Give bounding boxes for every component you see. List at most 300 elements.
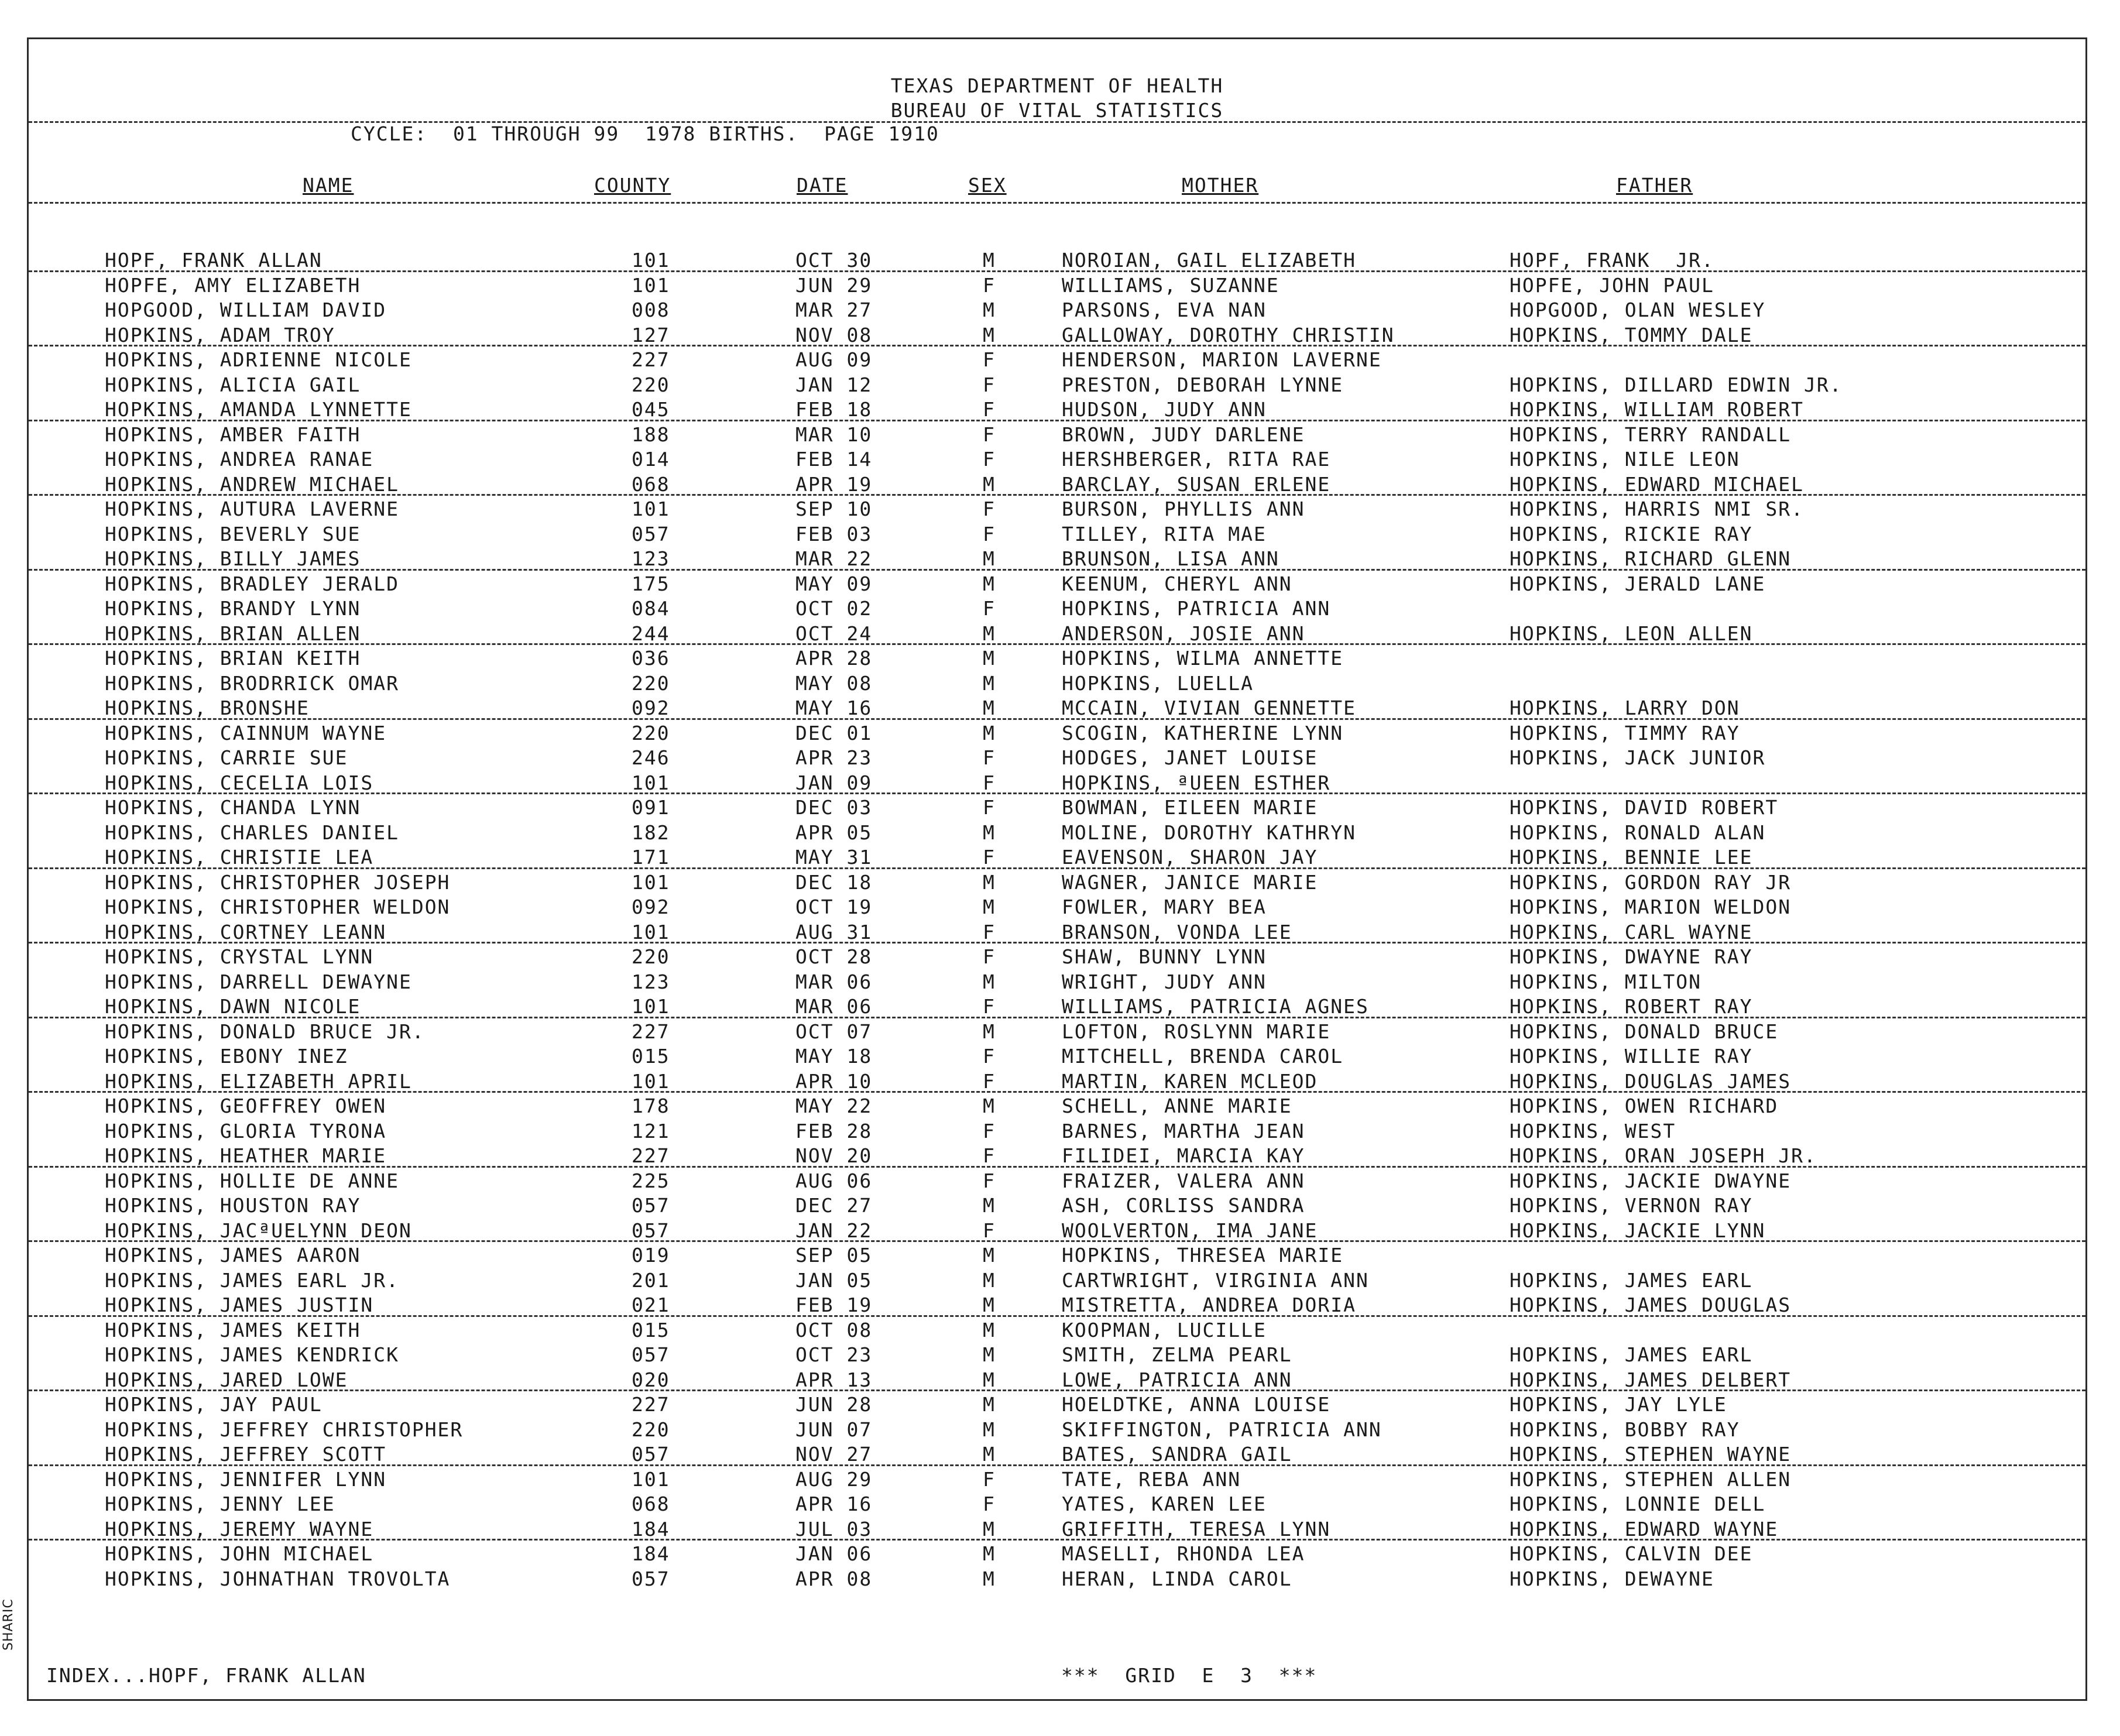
- cell-father: HOPKINS, DWAYNE RAY: [1510, 945, 1753, 968]
- cell-sex: M: [983, 472, 996, 496]
- cell-sex: F: [983, 796, 996, 819]
- cell-date: APR 08: [795, 1567, 873, 1590]
- cell-mother: TILLEY, RITA MAE: [1062, 522, 1267, 545]
- table-row: [29, 645, 2085, 670]
- cell-sex: M: [983, 1343, 996, 1366]
- cell-mother: MITCHELL, BRENDA CAROL: [1062, 1045, 1344, 1068]
- cell-sex: M: [983, 299, 996, 321]
- cell-date: MAY 09: [795, 572, 873, 595]
- cell-mother: EAVENSON, SHARON JAY: [1062, 846, 1318, 869]
- cell-sex: M: [983, 721, 996, 745]
- cell-name: HOPKINS, GLORIA TYRONA: [105, 1119, 387, 1143]
- cell-date: DEC 18: [795, 870, 873, 894]
- cell-date: APR 23: [795, 746, 873, 769]
- cell-mother: HOPKINS, WILMA ANNETTE: [1062, 647, 1344, 670]
- cell-date: MAY 18: [795, 1045, 873, 1068]
- table-row: [29, 969, 2085, 994]
- cell-father: HOPKINS, DOUGLAS JAMES: [1510, 1069, 1792, 1093]
- cell-date: JUN 29: [795, 273, 873, 297]
- cell-date: DEC 01: [795, 721, 873, 745]
- cell-county: 092: [632, 697, 670, 719]
- cell-sex: F: [983, 945, 996, 968]
- cell-mother: WAGNER, JANICE MARIE: [1062, 870, 1318, 894]
- cell-sex: M: [983, 896, 996, 918]
- cell-county: 057: [632, 1194, 670, 1217]
- table-row: [29, 272, 2085, 297]
- cell-sex: M: [983, 1567, 996, 1590]
- cell-father: HOPKINS, WEST: [1510, 1119, 1676, 1143]
- cell-name: HOPKINS, CHARLES DANIEL: [105, 821, 399, 844]
- cell-county: 178: [632, 1095, 670, 1117]
- cell-sex: F: [983, 1045, 996, 1068]
- table-row: [29, 1143, 2085, 1168]
- table-row: [29, 944, 2085, 969]
- cell-date: OCT 02: [795, 597, 873, 620]
- cell-date: JAN 05: [795, 1268, 873, 1292]
- cell-mother: TATE, REBA ANN: [1062, 1467, 1241, 1491]
- cell-father: HOPKINS, EDWARD WAYNE: [1510, 1517, 1779, 1541]
- cell-county: 227: [632, 1020, 670, 1043]
- table-row: [29, 1242, 2085, 1267]
- table-row: [29, 745, 2085, 770]
- cell-date: JAN 09: [795, 771, 873, 794]
- cell-name: HOPKINS, JAMES JUSTIN: [105, 1294, 374, 1316]
- cell-date: MAY 16: [795, 697, 873, 719]
- table-row: [29, 1541, 2085, 1566]
- cell-mother: HOPKINS, ªUEEN ESTHER: [1062, 771, 1331, 794]
- cell-sex: F: [983, 920, 996, 944]
- cell-name: HOPKINS, GEOFFREY OWEN: [105, 1095, 387, 1117]
- table-row: [29, 794, 2085, 819]
- cell-county: 014: [632, 448, 670, 471]
- cell-county: 184: [632, 1542, 670, 1565]
- table-row: [29, 471, 2085, 496]
- cell-sex: F: [983, 771, 996, 794]
- table-row: [29, 844, 2085, 869]
- table-row: [29, 620, 2085, 646]
- cell-father: HOPKINS, JAMES DOUGLAS: [1510, 1294, 1792, 1316]
- table-row: [29, 869, 2085, 894]
- cell-name: HOPKINS, AMANDA LYNNETTE: [105, 398, 412, 421]
- cell-mother: FRAIZER, VALERA ANN: [1062, 1169, 1305, 1192]
- cell-name: HOPKINS, ANDREW MICHAEL: [105, 472, 399, 496]
- cell-father: HOPKINS, MARION WELDON: [1510, 896, 1792, 918]
- table-row: [29, 1466, 2085, 1491]
- cell-sex: M: [983, 249, 996, 272]
- cell-name: HOPKINS, EBONY INEZ: [105, 1045, 348, 1068]
- cell-county: 057: [632, 1343, 670, 1366]
- cell-name: HOPKINS, BILLY JAMES: [105, 547, 361, 570]
- cell-mother: HOPKINS, PATRICIA ANN: [1062, 597, 1331, 620]
- cell-mother: BRUNSON, LISA ANN: [1062, 547, 1279, 570]
- cell-father: HOPKINS, STEPHEN ALLEN: [1510, 1467, 1792, 1491]
- cell-name: HOPKINS, JAMES EARL JR.: [105, 1268, 399, 1292]
- cell-date: MAR 10: [795, 423, 873, 446]
- cell-father: HOPKINS, RICHARD GLENN: [1510, 547, 1792, 570]
- cell-mother: HOPKINS, LUELLA: [1062, 671, 1254, 695]
- cell-date: NOV 27: [795, 1443, 873, 1466]
- table-row: [29, 1317, 2085, 1342]
- bureau-title: BUREAU OF VITAL STATISTICS: [890, 99, 1224, 122]
- cell-mother: WILLIAMS, PATRICIA AGNES: [1062, 995, 1369, 1018]
- cell-mother: WRIGHT, JUDY ANN: [1062, 970, 1267, 993]
- header-divider: [29, 121, 2085, 123]
- cell-name: HOPKINS, CAINNUM WAYNE: [105, 721, 387, 745]
- cell-name: HOPKINS, HOUSTON RAY: [105, 1194, 361, 1217]
- cell-mother: MASELLI, RHONDA LEA: [1062, 1542, 1305, 1565]
- cell-date: JAN 22: [795, 1219, 873, 1242]
- table-row: [29, 1192, 2085, 1217]
- cell-mother: ASH, CORLISS SANDRA: [1062, 1194, 1305, 1217]
- cell-date: APR 16: [795, 1493, 873, 1515]
- table-row: [29, 521, 2085, 546]
- table-row: [29, 1118, 2085, 1143]
- cell-father: HOPKINS, VERNON RAY: [1510, 1194, 1753, 1217]
- cell-father: HOPKINS, MILTON: [1510, 970, 1702, 993]
- cell-name: HOPKINS, HOLLIE DE ANNE: [105, 1169, 399, 1192]
- cell-name: HOPKINS, CHRISTOPHER JOSEPH: [105, 870, 451, 894]
- cell-date: AUG 29: [795, 1467, 873, 1491]
- cell-date: DEC 03: [795, 796, 873, 819]
- cell-sex: F: [983, 448, 996, 471]
- cell-sex: M: [983, 1095, 996, 1117]
- cell-father: HOPGOOD, OLAN WESLEY: [1510, 299, 1766, 321]
- cell-father: HOPKINS, EDWARD MICHAEL: [1510, 472, 1804, 496]
- cell-father: HOPKINS, LONNIE DELL: [1510, 1493, 1766, 1515]
- cell-sex: M: [983, 1393, 996, 1416]
- cell-sex: F: [983, 1493, 996, 1515]
- cell-county: 220: [632, 721, 670, 745]
- cell-father: HOPKINS, BOBBY RAY: [1510, 1418, 1740, 1441]
- cell-name: HOPKINS, CHANDA LYNN: [105, 796, 361, 819]
- cell-father: HOPKINS, RICKIE RAY: [1510, 522, 1753, 545]
- agency-title: TEXAS DEPARTMENT OF HEALTH: [890, 74, 1224, 97]
- table-row: [29, 770, 2085, 795]
- cell-mother: GRIFFITH, TERESA LYNN: [1062, 1517, 1331, 1541]
- table-row: [29, 1043, 2085, 1068]
- cell-county: 020: [632, 1368, 670, 1391]
- cell-county: 227: [632, 348, 670, 371]
- cell-mother: KOOPMAN, LUCILLE: [1062, 1318, 1267, 1342]
- cell-county: 092: [632, 896, 670, 918]
- cell-name: HOPKINS, CHRISTIE LEA: [105, 846, 374, 869]
- table-row: [29, 1168, 2085, 1193]
- cell-name: HOPKINS, JAMES AARON: [105, 1244, 361, 1267]
- cell-mother: SHAW, BUNNY LYNN: [1062, 945, 1267, 968]
- table-row: [29, 571, 2085, 596]
- cell-name: HOPKINS, BRIAN KEITH: [105, 647, 361, 670]
- cell-mother: BRANSON, VONDA LEE: [1062, 920, 1292, 944]
- cell-name: HOPKINS, ADRIENNE NICOLE: [105, 348, 412, 371]
- cell-county: 188: [632, 423, 670, 446]
- cell-county: 201: [632, 1268, 670, 1292]
- table-row: [29, 1566, 2085, 1591]
- column-header-divider: [29, 202, 2085, 204]
- cell-county: 021: [632, 1294, 670, 1316]
- cell-county: 101: [632, 870, 670, 894]
- cell-name: HOPKINS, HEATHER MARIE: [105, 1144, 387, 1167]
- cell-mother: LOWE, PATRICIA ANN: [1062, 1368, 1292, 1391]
- cell-sex: F: [983, 1144, 996, 1167]
- cell-county: 227: [632, 1393, 670, 1416]
- cell-date: MAR 06: [795, 970, 873, 993]
- cell-father: HOPKINS, WILLIAM ROBERT: [1510, 398, 1804, 421]
- cell-sex: F: [983, 1467, 996, 1491]
- cell-mother: HERAN, LINDA CAROL: [1062, 1567, 1292, 1590]
- cell-mother: KEENUM, CHERYL ANN: [1062, 572, 1292, 595]
- cell-name: HOPGOOD, WILLIAM DAVID: [105, 299, 387, 321]
- cell-name: HOPKINS, BRODRRICK OMAR: [105, 671, 399, 695]
- cell-name: HOPKINS, JENNIFER LYNN: [105, 1467, 387, 1491]
- cell-name: HOPF, FRANK ALLAN: [105, 249, 323, 272]
- cell-name: HOPKINS, JAY PAUL: [105, 1393, 323, 1416]
- cell-name: HOPKINS, BRADLEY JERALD: [105, 572, 399, 595]
- cell-sex: M: [983, 1517, 996, 1541]
- cell-mother: PRESTON, DEBORAH LYNNE: [1062, 373, 1344, 396]
- cell-mother: HOPKINS, THRESEA MARIE: [1062, 1244, 1344, 1267]
- table-row: [29, 346, 2085, 372]
- table-row: [29, 297, 2085, 322]
- table-row: [29, 1491, 2085, 1516]
- cell-date: OCT 08: [795, 1318, 873, 1342]
- table-row: [29, 496, 2085, 521]
- cell-county: 123: [632, 547, 670, 570]
- cell-sex: F: [983, 348, 996, 371]
- cell-date: SEP 05: [795, 1244, 873, 1267]
- cell-mother: HODGES, JANET LOUISE: [1062, 746, 1318, 769]
- cell-mother: HENDERSON, MARION LAVERNE: [1062, 348, 1382, 371]
- cycle-line: CYCLE: 01 THROUGH 99 1978 BIRTHS. PAGE 1910: [351, 122, 939, 145]
- cell-date: APR 13: [795, 1368, 873, 1391]
- cell-county: 101: [632, 498, 670, 520]
- table-row: [29, 720, 2085, 745]
- cell-mother: BARCLAY, SUSAN ERLENE: [1062, 472, 1331, 496]
- cell-sex: M: [983, 1244, 996, 1267]
- cell-mother: BOWMAN, EILEEN MARIE: [1062, 796, 1318, 819]
- cell-father: HOPKINS, JACKIE LYNN: [1510, 1219, 1766, 1242]
- cell-date: APR 28: [795, 647, 873, 670]
- cell-name: HOPKINS, JAMES KEITH: [105, 1318, 361, 1342]
- cell-sex: M: [983, 1268, 996, 1292]
- table-row: [29, 1068, 2085, 1093]
- cell-county: 091: [632, 796, 670, 819]
- table-row: [29, 396, 2085, 421]
- cell-sex: F: [983, 1169, 996, 1192]
- cell-name: HOPKINS, JACªUELYNN DEON: [105, 1219, 412, 1242]
- cell-name: HOPKINS, ANDREA RANAE: [105, 448, 374, 471]
- table-row: [29, 247, 2085, 272]
- cell-father: HOPFE, JOHN PAUL: [1510, 273, 1714, 297]
- cell-name: HOPKINS, DAWN NICOLE: [105, 995, 361, 1018]
- table-row: [29, 1267, 2085, 1292]
- cell-county: 019: [632, 1244, 670, 1267]
- cell-mother: CARTWRIGHT, VIRGINIA ANN: [1062, 1268, 1369, 1292]
- cell-name: HOPKINS, AUTURA LAVERNE: [105, 498, 399, 520]
- cell-father: HOPKINS, JACK JUNIOR: [1510, 746, 1766, 769]
- cell-father: HOPKINS, TOMMY DALE: [1510, 323, 1753, 346]
- table-row: [29, 695, 2085, 720]
- cell-mother: PARSONS, EVA NAN: [1062, 299, 1267, 321]
- cell-sex: M: [983, 1020, 996, 1043]
- table-row: [29, 1018, 2085, 1044]
- cell-date: OCT 23: [795, 1343, 873, 1366]
- table-row: [29, 1093, 2085, 1118]
- cell-sex: F: [983, 273, 996, 297]
- cell-sex: M: [983, 870, 996, 894]
- cell-date: DEC 27: [795, 1194, 873, 1217]
- cell-county: 015: [632, 1045, 670, 1068]
- cell-county: 015: [632, 1318, 670, 1342]
- column-header-mother: MOTHER: [1182, 174, 1259, 197]
- cell-mother: BROWN, JUDY DARLENE: [1062, 423, 1305, 446]
- cell-mother: BATES, SANDRA GAIL: [1062, 1443, 1292, 1466]
- table-row: [29, 595, 2085, 620]
- cell-county: 036: [632, 647, 670, 670]
- cell-county: 008: [632, 299, 670, 321]
- cell-mother: MARTIN, KAREN MCLEOD: [1062, 1069, 1318, 1093]
- cell-sex: M: [983, 1194, 996, 1217]
- cell-mother: BARNES, MARTHA JEAN: [1062, 1119, 1305, 1143]
- cell-sex: F: [983, 846, 996, 869]
- cell-date: FEB 03: [795, 522, 873, 545]
- column-header-father: FATHER: [1616, 174, 1693, 197]
- cell-county: 101: [632, 995, 670, 1018]
- cell-father: HOPKINS, RONALD ALAN: [1510, 821, 1766, 844]
- cell-mother: SCOGIN, KATHERINE LYNN: [1062, 721, 1344, 745]
- cell-name: HOPKINS, JEREMY WAYNE: [105, 1517, 374, 1541]
- cell-name: HOPKINS, DARRELL DEWAYNE: [105, 970, 412, 993]
- cell-mother: MISTRETTA, ANDREA DORIA: [1062, 1294, 1356, 1316]
- cell-name: HOPKINS, CRYSTAL LYNN: [105, 945, 374, 968]
- cell-sex: F: [983, 423, 996, 446]
- cell-mother: LOFTON, ROSLYNN MARIE: [1062, 1020, 1331, 1043]
- cell-father: HOPKINS, NILE LEON: [1510, 448, 1740, 471]
- cell-county: 068: [632, 472, 670, 496]
- cell-date: JAN 12: [795, 373, 873, 396]
- table-row: [29, 372, 2085, 397]
- cell-sex: F: [983, 746, 996, 769]
- table-row: [29, 894, 2085, 919]
- cell-county: 045: [632, 398, 670, 421]
- cell-date: APR 10: [795, 1069, 873, 1093]
- cell-father: HOPKINS, OWEN RICHARD: [1510, 1095, 1779, 1117]
- cell-date: OCT 19: [795, 896, 873, 918]
- cell-name: HOPKINS, JOHNATHAN TROVOLTA: [105, 1567, 451, 1590]
- cell-date: FEB 18: [795, 398, 873, 421]
- cell-mother: MCCAIN, VIVIAN GENNETTE: [1062, 697, 1356, 719]
- cell-mother: YATES, KAREN LEE: [1062, 1493, 1267, 1515]
- cell-father: HOPKINS, JACKIE DWAYNE: [1510, 1169, 1792, 1192]
- cell-mother: FOWLER, MARY BEA: [1062, 896, 1267, 918]
- cell-date: FEB 28: [795, 1119, 873, 1143]
- cell-mother: GALLOWAY, DOROTHY CHRISTIN: [1062, 323, 1395, 346]
- cell-father: HOPKINS, JAMES DELBERT: [1510, 1368, 1792, 1391]
- cell-father: HOPKINS, TERRY RANDALL: [1510, 423, 1792, 446]
- cell-sex: F: [983, 522, 996, 545]
- cell-sex: M: [983, 1443, 996, 1466]
- table-row: [29, 1416, 2085, 1442]
- cell-sex: M: [983, 1418, 996, 1441]
- cell-name: HOPKINS, CARRIE SUE: [105, 746, 348, 769]
- cell-name: HOPKINS, ADAM TROY: [105, 323, 335, 346]
- cell-father: HOPKINS, DONALD BRUCE: [1510, 1020, 1779, 1043]
- cell-county: 175: [632, 572, 670, 595]
- cell-county: 127: [632, 323, 670, 346]
- cell-name: HOPKINS, JEFFREY CHRISTOPHER: [105, 1418, 464, 1441]
- cell-father: HOPF, FRANK JR.: [1510, 249, 1714, 272]
- cell-mother: WILLIAMS, SUZANNE: [1062, 273, 1279, 297]
- cell-sex: M: [983, 323, 996, 346]
- cell-father: HOPKINS, DAVID ROBERT: [1510, 796, 1779, 819]
- cell-father: HOPKINS, CALVIN DEE: [1510, 1542, 1753, 1565]
- cell-date: OCT 30: [795, 249, 873, 272]
- cell-sex: M: [983, 671, 996, 695]
- cell-sex: F: [983, 995, 996, 1018]
- cell-county: 057: [632, 1443, 670, 1466]
- cell-date: OCT 28: [795, 945, 873, 968]
- cell-county: 101: [632, 1467, 670, 1491]
- cell-sex: M: [983, 1368, 996, 1391]
- cell-father: HOPKINS, LEON ALLEN: [1510, 622, 1753, 645]
- cell-mother: WOOLVERTON, IMA JANE: [1062, 1219, 1318, 1242]
- table-row: [29, 322, 2085, 347]
- cell-father: HOPKINS, JERALD LANE: [1510, 572, 1766, 595]
- cell-name: HOPKINS, BEVERLY SUE: [105, 522, 361, 545]
- cell-mother: SKIFFINGTON, PATRICIA ANN: [1062, 1418, 1382, 1441]
- cell-sex: M: [983, 697, 996, 719]
- cell-sex: F: [983, 1069, 996, 1093]
- cell-name: HOPKINS, ELIZABETH APRIL: [105, 1069, 412, 1093]
- cell-date: JAN 06: [795, 1542, 873, 1565]
- cell-date: MAY 08: [795, 671, 873, 695]
- side-label: SHARIC: [1, 1598, 16, 1651]
- cell-date: MAY 22: [795, 1095, 873, 1117]
- table-row: [29, 919, 2085, 944]
- cell-county: 057: [632, 522, 670, 545]
- cell-name: HOPKINS, JOHN MICHAEL: [105, 1542, 374, 1565]
- cell-county: 220: [632, 373, 670, 396]
- cell-name: HOPKINS, ALICIA GAIL: [105, 373, 361, 396]
- records-list: [29, 247, 2085, 1590]
- cell-date: MAR 22: [795, 547, 873, 570]
- table-row: [29, 421, 2085, 447]
- cell-sex: F: [983, 597, 996, 620]
- cell-county: 101: [632, 273, 670, 297]
- cell-sex: F: [983, 1119, 996, 1143]
- cell-county: 220: [632, 671, 670, 695]
- cell-mother: HUDSON, JUDY ANN: [1062, 398, 1267, 421]
- column-header-sex: SEX: [968, 174, 1007, 197]
- cell-father: HOPKINS, LARRY DON: [1510, 697, 1740, 719]
- table-row: [29, 1391, 2085, 1416]
- cell-county: 227: [632, 1144, 670, 1167]
- cell-mother: BURSON, PHYLLIS ANN: [1062, 498, 1305, 520]
- table-row: [29, 446, 2085, 471]
- cell-mother: NOROIAN, GAIL ELIZABETH: [1062, 249, 1356, 272]
- cell-father: HOPKINS, STEPHEN WAYNE: [1510, 1443, 1792, 1466]
- cell-father: HOPKINS, JAMES EARL: [1510, 1268, 1753, 1292]
- cell-mother: SMITH, ZELMA PEARL: [1062, 1343, 1292, 1366]
- microfilm-page: [27, 37, 2087, 1701]
- cell-name: HOPKINS, JARED LOWE: [105, 1368, 348, 1391]
- cell-county: 084: [632, 597, 670, 620]
- cell-date: FEB 14: [795, 448, 873, 471]
- cell-father: HOPKINS, GORDON RAY JR: [1510, 870, 1792, 894]
- cell-date: OCT 07: [795, 1020, 873, 1043]
- cell-date: APR 05: [795, 821, 873, 844]
- cell-mother: MOLINE, DOROTHY KATHRYN: [1062, 821, 1356, 844]
- cell-mother: HERSHBERGER, RITA RAE: [1062, 448, 1331, 471]
